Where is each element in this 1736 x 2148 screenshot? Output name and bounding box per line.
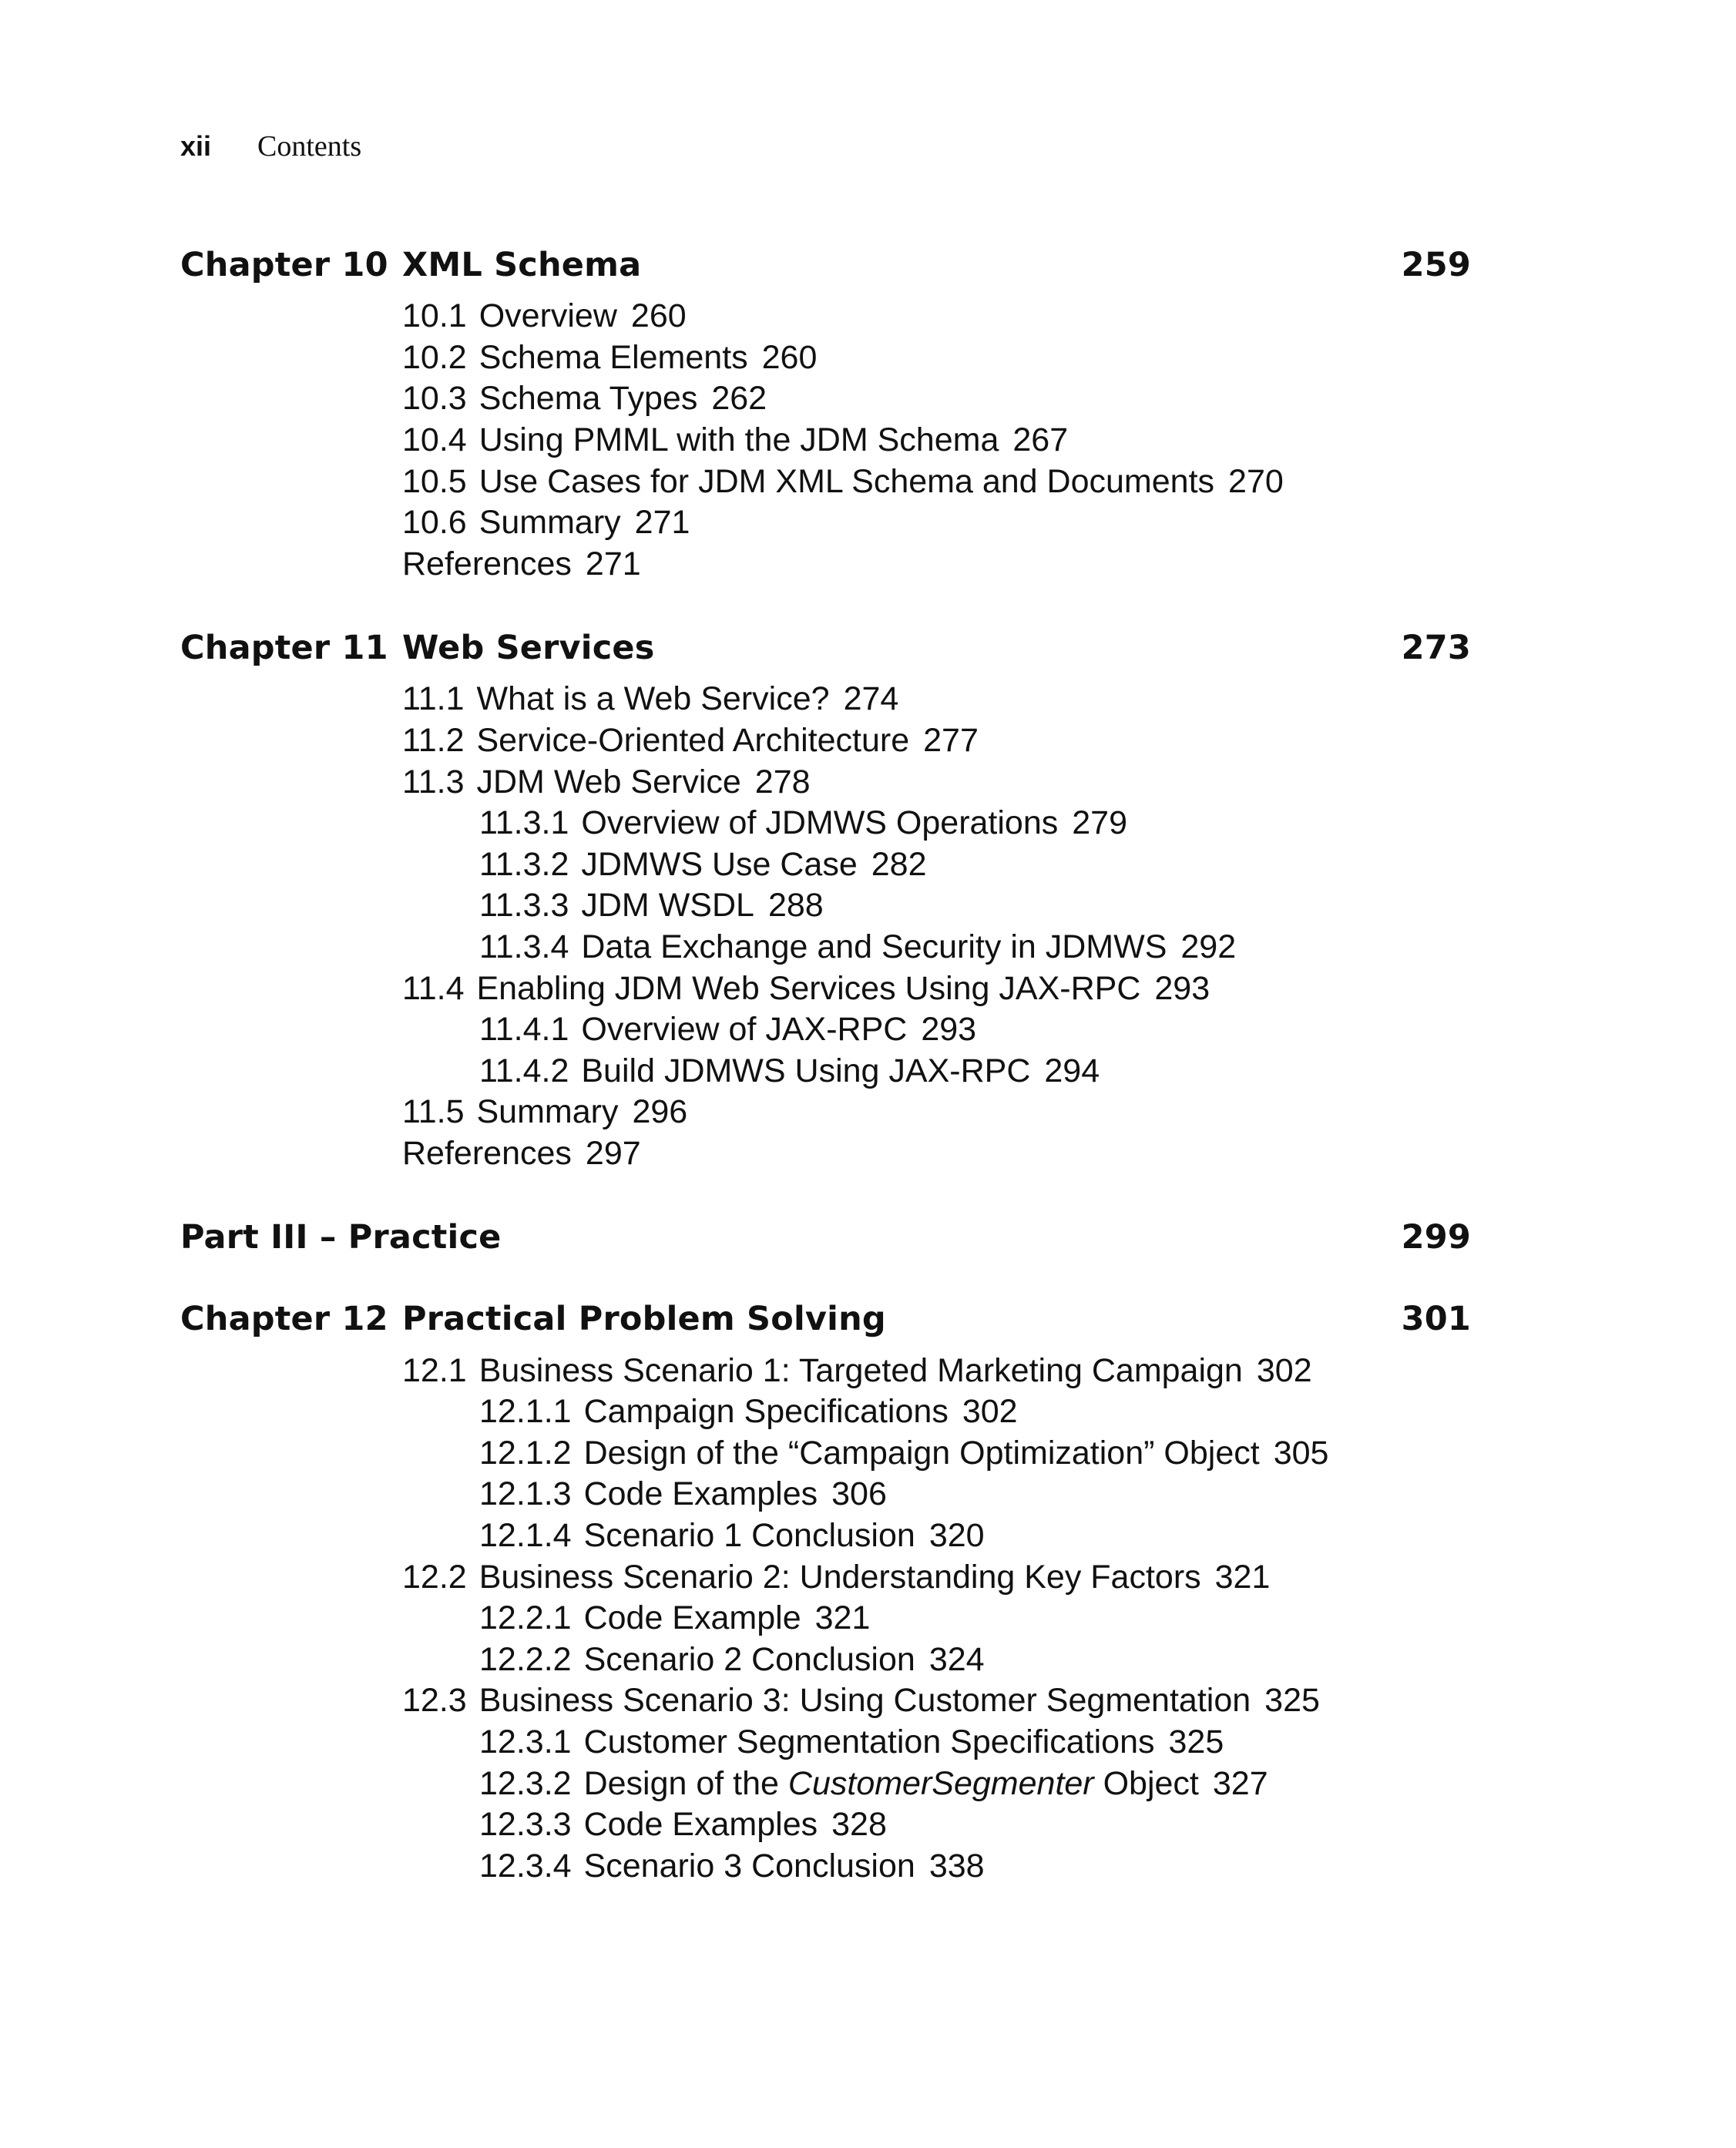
toc-entry-11-3-3[interactable]: 11.3.3 JDM WSDL 288 bbox=[479, 887, 824, 925]
toc-entry-12-1-3[interactable]: 12.1.3 Code Examples 306 bbox=[479, 1475, 887, 1513]
chapter-label: Chapter 11 bbox=[180, 629, 388, 668]
chapter-title: XML Schema bbox=[402, 246, 642, 284]
toc-entry-12-1-2[interactable]: 12.1.2 Design of the “Campaign Optimization” Object 305 bbox=[479, 1434, 1329, 1472]
chapter-title: Practical Problem Solving bbox=[402, 1300, 886, 1339]
page-header bbox=[180, 125, 361, 168]
toc-entry-12-3-4[interactable]: 12.3.4 Scenario 3 Conclusion 338 bbox=[479, 1847, 985, 1885]
toc-entry-12-3[interactable]: 12.3 Business Scenario 3: Using Customer Segmentation 325 bbox=[402, 1682, 1320, 1720]
chapter-11-entries bbox=[180, 679, 1471, 1174]
toc-entry-12-1-1[interactable]: 12.1.1 Campaign Specifications 302 bbox=[479, 1393, 1018, 1431]
chapter-page: 273 bbox=[1401, 629, 1471, 668]
toc-entry-12-2-1[interactable]: 12.2.1 Code Example 321 bbox=[479, 1599, 871, 1637]
toc-entry-10-4[interactable]: 10.4 Using PMML with the JDM Schema 267 bbox=[402, 421, 1069, 459]
toc-entry-10-3[interactable]: 10.3 Schema Types 262 bbox=[402, 380, 767, 418]
toc-entry-11-4[interactable]: 11.4 Enabling JDM Web Services Using JAX-RPC 293 bbox=[402, 969, 1210, 1007]
table-of-contents bbox=[180, 234, 1471, 1887]
toc-entry-10-5[interactable]: 10.5 Use Cases for JDM XML Schema and Documents 270 bbox=[402, 462, 1284, 500]
page-number: xii bbox=[180, 130, 212, 162]
toc-entry-11-3[interactable]: 11.3 JDM Web Service 278 bbox=[402, 763, 811, 800]
part-page: 299 bbox=[1401, 1218, 1471, 1257]
toc-entry-12-2-2[interactable]: 12.2.2 Scenario 2 Conclusion 324 bbox=[479, 1640, 985, 1678]
chapter-11-heading[interactable] bbox=[180, 617, 1471, 679]
toc-entry-12-3-3[interactable]: 12.3.3 Code Examples 328 bbox=[479, 1806, 887, 1844]
toc-entry-11-3-1[interactable]: 11.3.1 Overview of JDMWS Operations 279 bbox=[479, 804, 1128, 842]
chapter-page: 301 bbox=[1401, 1300, 1471, 1339]
chapter-label: Chapter 12 bbox=[180, 1300, 388, 1339]
chapter-label: Chapter 10 bbox=[180, 246, 388, 284]
toc-entry-10-1[interactable]: 10.1 Overview 260 bbox=[402, 297, 687, 335]
chapter-10-heading[interactable] bbox=[180, 234, 1471, 296]
toc-entry-11-1[interactable]: 11.1 What is a Web Service? 274 bbox=[402, 680, 899, 718]
toc-entry-11-3-2[interactable]: 11.3.2 JDMWS Use Case 282 bbox=[479, 845, 927, 883]
part-label: Part III – Practice bbox=[180, 1218, 502, 1257]
toc-entry-10-references[interactable]: References 271 bbox=[402, 545, 641, 582]
toc-entry-10-6[interactable]: 10.6 Summary 271 bbox=[402, 504, 690, 542]
toc-entry-12-3-1[interactable]: 12.3.1 Customer Segmentation Specifications 325 bbox=[479, 1723, 1224, 1760]
toc-entry-10-2[interactable]: 10.2 Schema Elements 260 bbox=[402, 338, 818, 376]
toc-entry-11-references[interactable]: References 297 bbox=[402, 1134, 641, 1172]
toc-entry-12-3-2[interactable]: 12.3.2 Design of the CustomerSegmenter Object 327 bbox=[479, 1764, 1268, 1802]
toc-entry-12-1-4[interactable]: 12.1.4 Scenario 1 Conclusion 320 bbox=[479, 1516, 985, 1554]
chapter-12-entries bbox=[180, 1350, 1471, 1887]
chapter-page: 259 bbox=[1401, 246, 1471, 284]
toc-entry-11-4-1[interactable]: 11.4.1 Overview of JAX-RPC 293 bbox=[479, 1011, 977, 1049]
toc-entry-11-5[interactable]: 11.5 Summary 296 bbox=[402, 1093, 688, 1131]
toc-entry-12-1[interactable]: 12.1 Business Scenario 1: Targeted Marketing Campaign 302 bbox=[402, 1351, 1312, 1389]
part-3-heading[interactable] bbox=[180, 1207, 1471, 1268]
chapter-title: Web Services bbox=[402, 629, 655, 668]
running-head: Contents bbox=[257, 130, 362, 163]
toc-entry-11-2[interactable]: 11.2 Service-Oriented Architecture 277 bbox=[402, 722, 979, 760]
toc-entry-11-4-2[interactable]: 11.4.2 Build JDMWS Using JAX-RPC 294 bbox=[479, 1052, 1100, 1089]
chapter-10-entries bbox=[180, 296, 1471, 585]
toc-entry-11-3-4[interactable]: 11.3.4 Data Exchange and Security in JDMWS 292 bbox=[479, 928, 1237, 966]
chapter-12-heading[interactable] bbox=[180, 1288, 1471, 1350]
toc-entry-12-2[interactable]: 12.2 Business Scenario 2: Understanding Key Factors 321 bbox=[402, 1558, 1271, 1596]
